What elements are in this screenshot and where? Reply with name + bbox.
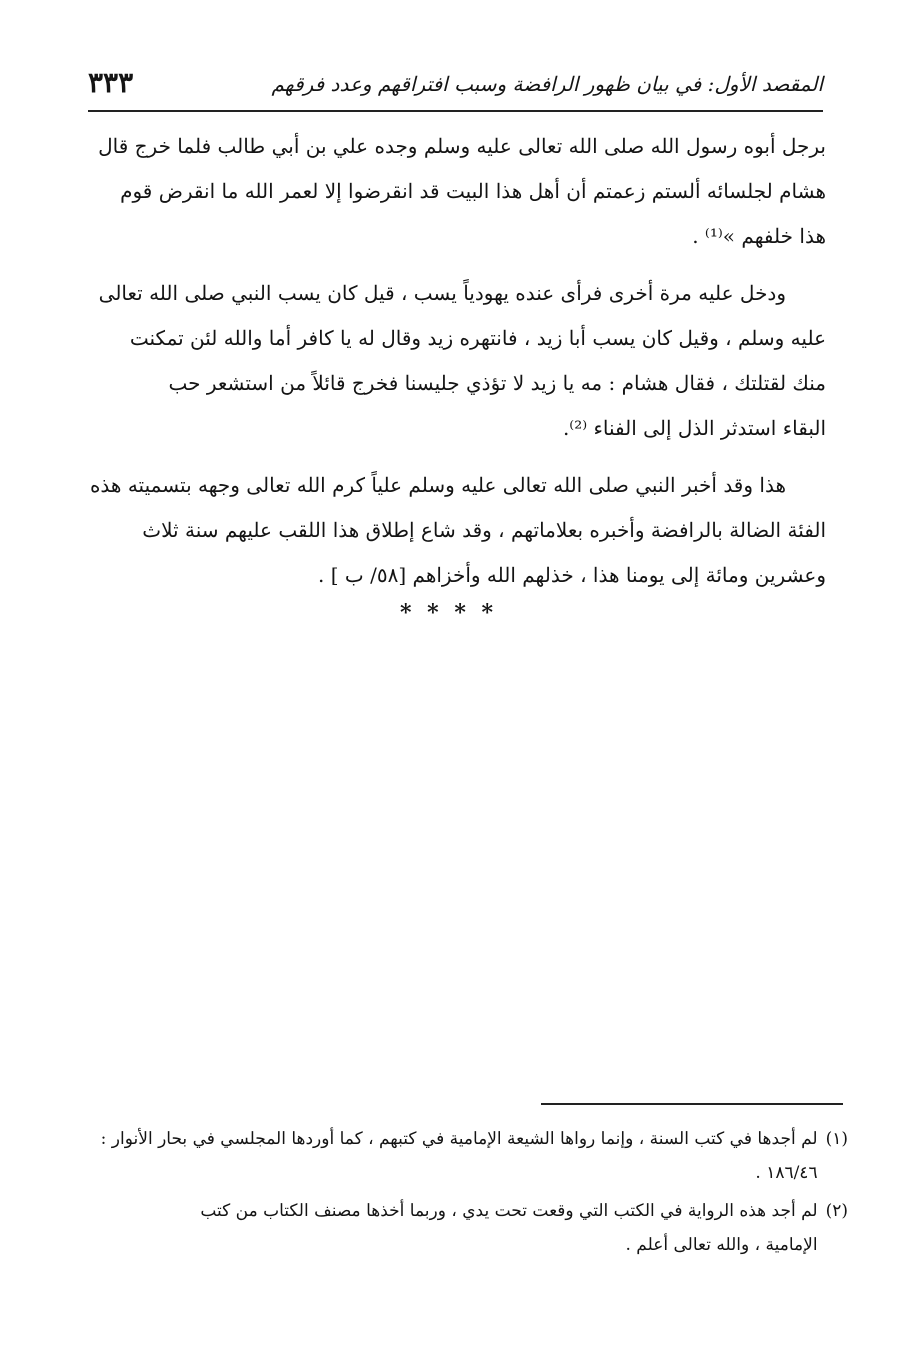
footnote-marker: (٢) — [825, 1201, 848, 1221]
footnote-line: لم أجدها في كتب السنة ، وإنما رواها الشيعة الإمامية في كتبهم ، كما أوردها المجلسي في بحار الأنوار : — [100, 1129, 818, 1149]
running-title: المقصد الأول: في بيان ظهور الرافضة وسبب افتراقهم وعدد فرقهم — [271, 72, 823, 96]
text-line: البقاء استدثر الذل إلى الفناء ⁽²⁾. — [562, 416, 826, 440]
footnote-line: الإمامية ، والله تعالى أعلم . — [625, 1235, 818, 1255]
text-line: عليه وسلم ، وقيل كان يسب أبا زيد ، فانتهره زيد وقال له يا كافر أما والله لئن تمكنت — [129, 326, 826, 350]
footnote-2 — [100, 1194, 848, 1262]
text-line: ودخل عليه مرة أخرى فرأى عنده يهودياً يسب ، قيل كان يسب النبي صلى الله تعالى — [98, 281, 786, 305]
paragraph-2 — [84, 271, 826, 451]
footnote-line: لم أجد هذه الرواية في الكتب التي وقعت تحت يدي ، وربما أخذها مصنف الكتاب من كتب — [200, 1201, 818, 1221]
footnote-marker: (١) — [825, 1129, 848, 1149]
paragraph-1 — [84, 124, 826, 259]
footnote-text — [100, 1122, 818, 1190]
text-line: برجل أبوه رسول الله صلى الله تعالى عليه وسلم وجده علي بن أبي طالب فلما خرج قال — [98, 134, 826, 158]
footnote-text — [100, 1194, 818, 1262]
text-line: الفئة الضالة بالرافضة وأخبره بعلاماتهم ، وقد شاع إطلاق هذا اللقب عليهم سنة ثلاث — [142, 518, 826, 542]
page-header — [88, 62, 823, 108]
footnote-line: ١٨٦/٤٦ . — [755, 1163, 818, 1183]
page-number: ٣٣٣ — [88, 66, 134, 99]
footnote-1 — [100, 1122, 848, 1190]
text-line: هذا وقد أخبر النبي صلى الله تعالى عليه وسلم علياً كرم الله تعالى وجهه بتسميته هذه — [89, 473, 786, 497]
text-line: منك لقتلتك ، فقال هشام : مه يا زيد لا تؤذي جليسنا فخرج قائلاً من استشعر حب — [168, 371, 826, 395]
main-text — [84, 124, 826, 610]
text-line: هذا خلفهم »⁽¹⁾ . — [692, 224, 826, 248]
text-line: وعشرين ومائة إلى يومنا هذا ، خذلهم الله وأخزاهم [٥٨/ ب ] . — [318, 563, 826, 587]
footnote-rule — [541, 1103, 843, 1105]
paragraph-3 — [84, 463, 826, 598]
section-separator: * * * * — [400, 600, 497, 626]
text-line: هشام لجلسائه ألستم زعمتم أن أهل هذا البيت قد انقرضوا إلا لعمر الله ما انقرض قوم — [120, 179, 826, 203]
header-rule — [88, 110, 823, 112]
footnotes — [100, 1122, 848, 1266]
